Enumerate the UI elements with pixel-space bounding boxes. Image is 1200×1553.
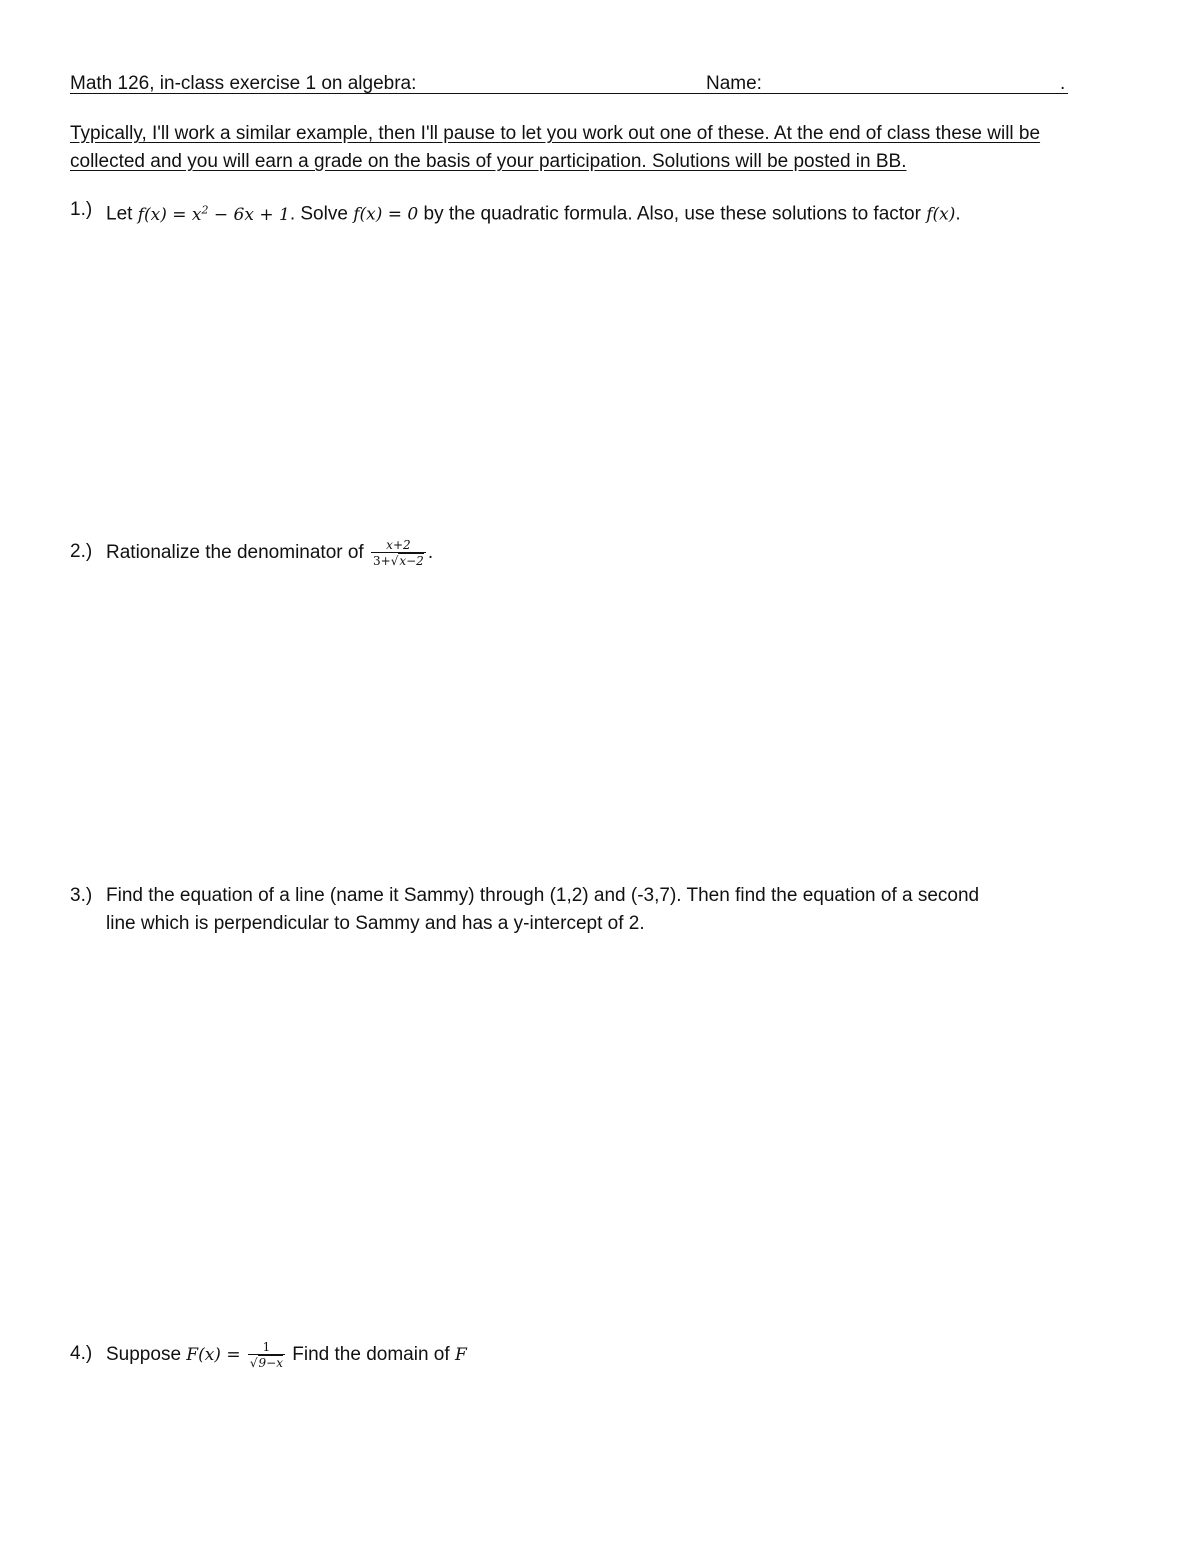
instructions-paragraph: Typically, I'll work a similar example, then I'll pause to let you work out one of these. At the end of class these will be collected and you will earn a grade on the basis of your participation. Solutions will be posted in BB. — [70, 123, 1041, 172]
math-expression: F — [454, 1345, 467, 1366]
text-segment: Rationalize the denominator of — [106, 542, 364, 564]
question-number: 1.) — [70, 199, 93, 220]
question-number: 2.) — [70, 541, 93, 562]
math-expression: f(x) = 0 — [353, 204, 419, 225]
radicand: 9−x — [258, 1356, 283, 1370]
sqrt-icon: √ — [249, 1356, 258, 1370]
fraction — [248, 1340, 285, 1370]
denominator — [248, 1354, 285, 1370]
math-expression — [138, 205, 290, 225]
math-expression: F(x) = — [186, 1345, 241, 1366]
text-segment: Suppose — [106, 1344, 182, 1366]
denominator-text: 3+ — [373, 554, 391, 568]
text-segment: Let — [106, 203, 133, 225]
text-segment: . Solve — [289, 203, 348, 225]
numerator-text: x+2 — [386, 538, 411, 552]
text-segment: . — [427, 542, 434, 564]
text-segment: Find the domain of — [292, 1344, 450, 1366]
question-text-line-2: line which is perpendicular to Sammy and has a y-intercept of 2. — [106, 913, 645, 934]
math-segment: f(x) = x — [137, 204, 202, 225]
question-text — [106, 538, 433, 568]
math-expression: f(x) — [926, 204, 956, 225]
numerator — [371, 538, 426, 552]
question-text — [106, 196, 961, 229]
name-blank-period: . — [1060, 73, 1066, 94]
course-title: Math 126, in-class exercise 1 on algebra: — [70, 73, 417, 94]
question-text — [106, 1340, 467, 1370]
exponent: 2 — [201, 203, 209, 216]
header-line — [70, 73, 1068, 95]
question-number: 4.) — [70, 1343, 93, 1364]
text-segment: by the quadratic formula. Also, use these solutions to factor — [423, 203, 921, 225]
name-label: Name: — [706, 73, 762, 94]
question-number: 3.) — [70, 885, 93, 906]
fraction — [371, 538, 426, 568]
sqrt-icon: √ — [390, 554, 399, 568]
radicand: x−2 — [399, 554, 424, 568]
numerator: 1 — [262, 1340, 271, 1354]
question-text-line-1: Find the equation of a line (name it Sammy) through (1,2) and (-3,7). Then find the equation of a second — [106, 885, 980, 906]
text-segment: . — [955, 203, 961, 225]
math-segment: − 6x + 1 — [208, 204, 290, 225]
denominator — [371, 552, 426, 568]
